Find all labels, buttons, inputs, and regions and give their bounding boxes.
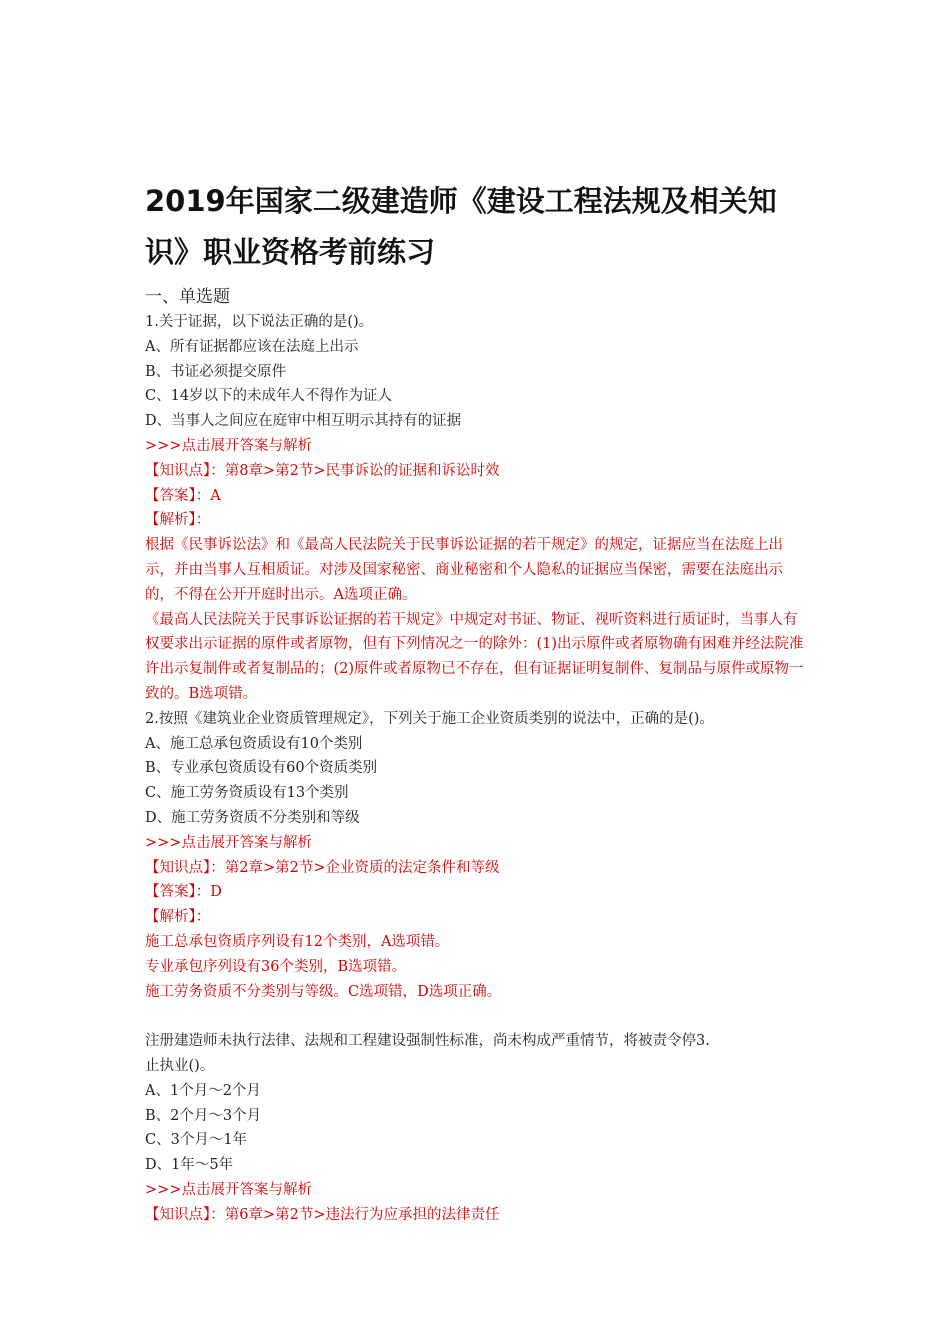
analysis-paragraph: 《最高人民法院关于民事诉讼证据的若干规定》中规定对书证、物证、视听资料进行质证时，当事人有权要求出示证据的原件或者原物，但有下列情况之一的除外：(1)出示原件或者原物确有困难并经法院准许出示复制件或者复制品的；(2)原件或者原物已不存在，但有证据证明复制件、复制品与原件或原物一致的。B选项错。 bbox=[145, 611, 804, 702]
expand-answer-link[interactable]: >>>点击展开答案与解析 bbox=[145, 437, 312, 454]
section-heading: 一、单选题 bbox=[145, 287, 230, 307]
option-a: A、1个月～2个月 bbox=[145, 1082, 261, 1099]
knowledge-point: 【知识点】：第6章>第2节>违法行为应承担的法律责任 bbox=[145, 1206, 500, 1223]
question-1 bbox=[145, 310, 805, 707]
answer: 【答案】：A bbox=[145, 487, 221, 504]
option-c: C、14岁以下的未成年人不得作为证人 bbox=[145, 388, 393, 405]
option-a: A、所有证据都应该在法庭上出示 bbox=[145, 338, 359, 355]
analysis-paragraph: 专业承包序列设有36个类别，B选项错。 bbox=[145, 958, 407, 975]
option-b: B、2个月～3个月 bbox=[145, 1107, 262, 1124]
option-d: D、1年～5年 bbox=[145, 1157, 234, 1174]
option-c: C、3个月～1年 bbox=[145, 1132, 248, 1149]
option-a: A、施工总承包资质设有10个类别 bbox=[145, 735, 363, 752]
analysis-paragraph: 施工劳务资质不分类别与等级。C选项错，D选项正确。 bbox=[145, 983, 502, 1000]
spacer bbox=[145, 1004, 805, 1029]
option-c: C、施工劳务资质设有13个类别 bbox=[145, 785, 349, 802]
question-stem: 2.按照《建筑业企业资质管理规定》，下列关于施工企业资质类别的说法中，正确的是()。 bbox=[145, 710, 714, 727]
document-page bbox=[145, 176, 805, 1227]
question-3 bbox=[145, 1029, 805, 1227]
question-2 bbox=[145, 707, 805, 1005]
knowledge-point: 【知识点】：第8章>第2节>民事诉讼的证据和诉讼时效 bbox=[145, 462, 500, 479]
analysis-label: 【解析】： bbox=[145, 512, 211, 529]
question-stem-continued: 止执业()。 bbox=[145, 1057, 215, 1074]
knowledge-point: 【知识点】：第2章>第2节>企业资质的法定条件和等级 bbox=[145, 859, 500, 876]
expand-answer-link[interactable]: >>>点击展开答案与解析 bbox=[145, 834, 312, 851]
question-stem: 1.关于证据，以下说法正确的是()。 bbox=[145, 314, 374, 330]
answer: 【答案】：D bbox=[145, 884, 222, 901]
analysis-paragraph: 根据《民事诉讼法》和《最高人民法院关于民事诉讼证据的若干规定》的规定，证据应当在法庭上出示，并由当事人互相质证。对涉及国家秘密、商业秘密和个人隐私的证据应当保密，需要在法庭出示的，不得在公开开庭时出示。A选项正确。 bbox=[145, 537, 783, 603]
analysis-label: 【解析】： bbox=[145, 909, 211, 926]
option-d: D、当事人之间应在庭审中相互明示其持有的证据 bbox=[145, 413, 462, 430]
expand-answer-link[interactable]: >>>点击展开答案与解析 bbox=[145, 1181, 312, 1198]
question-stem: 注册建造师未执行法律、法规和工程建设强制性标准，尚未构成严重情节，将被责令停3. bbox=[145, 1033, 710, 1050]
document-title: 2019年国家二级建造师《建设工程法规及相关知识》职业资格考前练习 bbox=[145, 184, 777, 269]
option-b: B、专业承包资质设有60个资质类别 bbox=[145, 760, 378, 777]
analysis-paragraph: 施工总承包资质序列设有12个类别，A选项错。 bbox=[145, 933, 450, 950]
option-b: B、书证必须提交原件 bbox=[145, 363, 287, 380]
option-d: D、施工劳务资质不分类别和等级 bbox=[145, 809, 360, 826]
